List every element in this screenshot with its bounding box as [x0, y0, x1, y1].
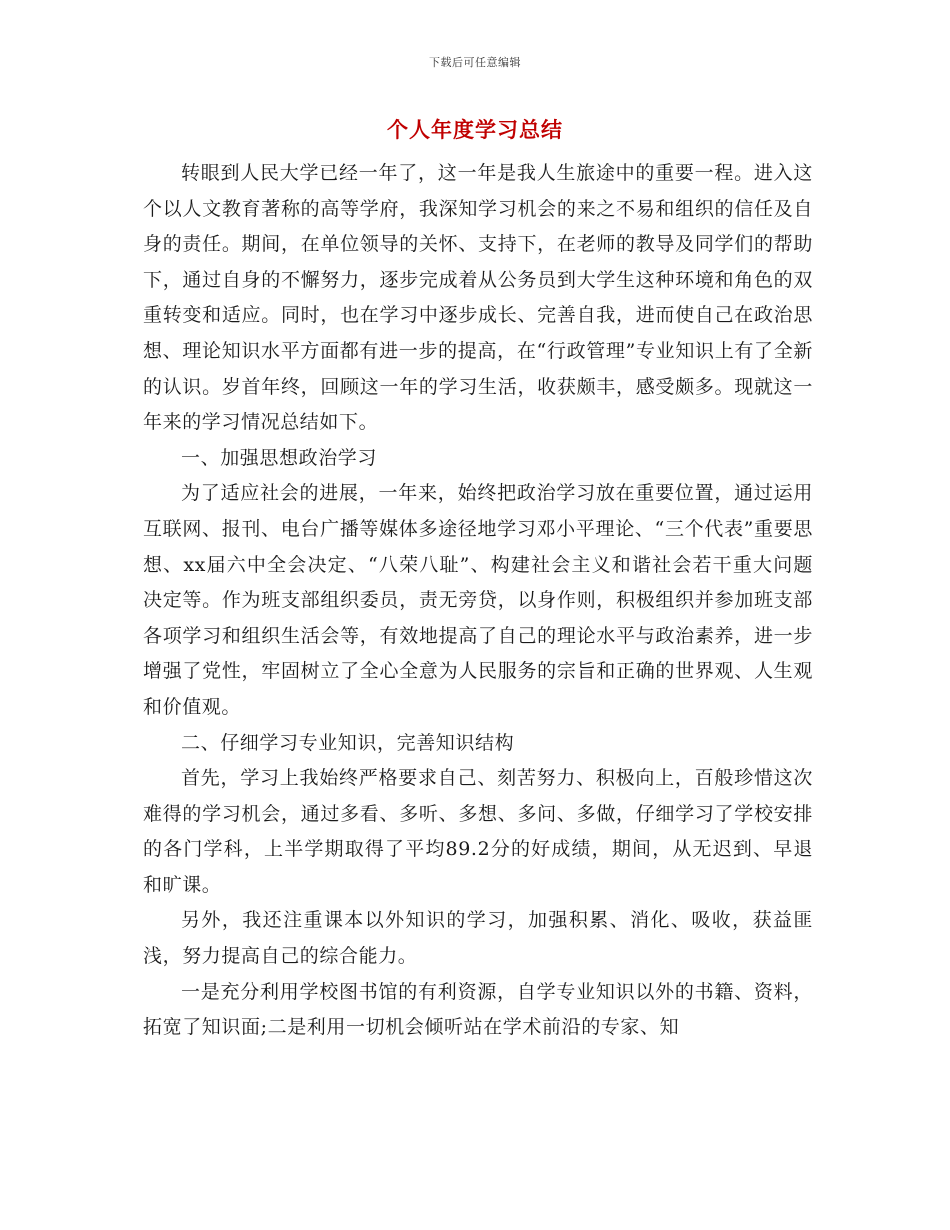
header-note: 下载后可任意编辑 — [429, 56, 521, 69]
paragraph-professional-study: 首先，学习上我始终严格要求自己、刻苦努力、积极向上，百般珍惜这次难得的学习机会，通过多看、多听、多想、多问、多做，仔细学习了学校安排的各门学科，上半学期取得了平均89.2分的好成绩，期间，从无迟到、早退和旷课。 — [143, 767, 813, 896]
document-title: 个人年度学习总结 — [387, 118, 563, 142]
section-heading-1: 一、加强思想政治学习 — [181, 446, 378, 469]
section-heading-2: 二、仔细学习专业知识，完善知识结构 — [181, 731, 515, 754]
paragraph-extra-knowledge: 另外，我还注重课本以外知识的学习，加强积累、消化、吸收，获益匪浅，努力提高自己的综合能力。 — [143, 909, 813, 968]
document-body — [143, 156, 813, 1046]
paragraph-intro: 转眼到人民大学已经一年了，这一年是我人生旅途中的重要一程。进入这个以人文教育著称的高等学府，我深知学习机会的来之不易和组织的信任及自身的责任。期间，在单位领导的关怀、支持下，在老师的教导及同学们的帮助下，通过自身的不懈努力，逐步完成着从公务员到大学生这种环境和角色的双重转变和适应。同时，也在学习中逐步成长、完善自我，进而使自己在政治思想、理论知识水平方面都有进一步的提高，在“行政管理”专业知识上有了全新的认识。岁首年终，回顾这一年的学习生活，收获颇丰，感受颇多。现就这一年来的学习情况总结如下。 — [143, 162, 813, 434]
paragraph-political-study: 为了适应社会的进展，一年来，始终把政治学习放在重要位置，通过运用互联网、报刊、电台广播等媒体多途径地学习邓小平理论、“三个代表”重要思想、xx届六中全会决定、“八荣八耻”、构建社会主义和谐社会若干重大问题决定等。作为班支部组织委员，责无旁贷，以身作则，积极组织并参加班支部各项学习和组织生活会等，有效地提高了自己的理论水平与政治素养，进一步增强了党性，牢固树立了全心全意为人民服务的宗旨和正确的世界观、人生观和价值观。 — [143, 482, 813, 718]
paragraph-library-resources: 一是充分利用学校图书馆的有利资源，自学专业知识以外的书籍、资料，拓宽了知识面;二是利用一切机会倾听站在学术前沿的专家、知 — [143, 980, 813, 1039]
